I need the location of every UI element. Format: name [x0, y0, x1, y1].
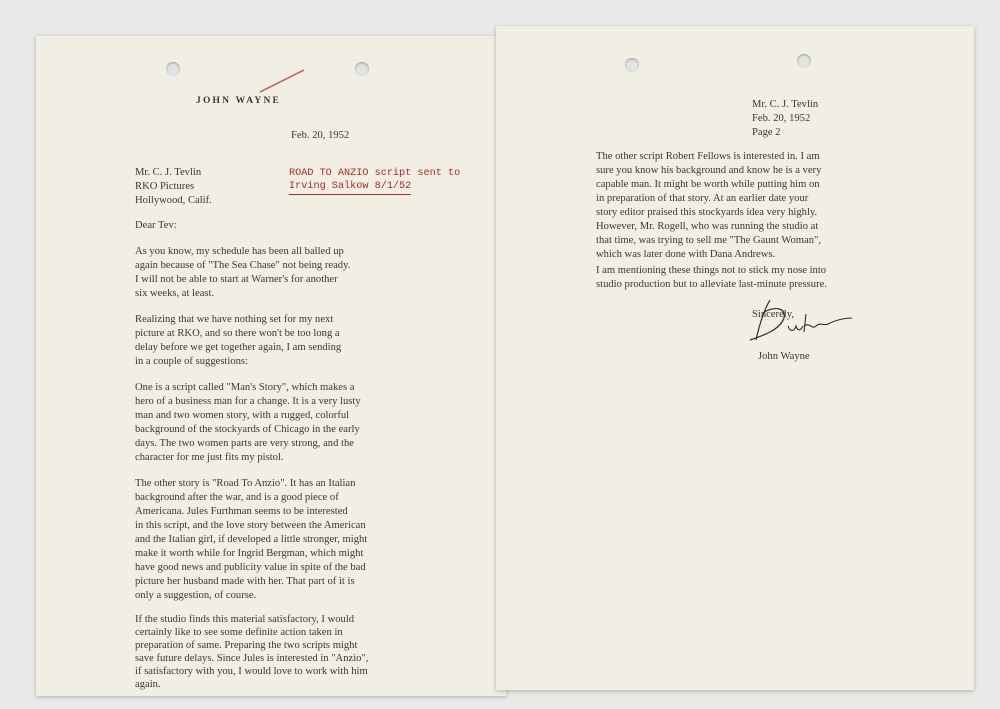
- text-line: The other script Robert Fellows is interested in. I am: [596, 151, 820, 162]
- punch-hole: [166, 62, 180, 76]
- page2-header-name: Mr. C. J. Tevlin: [752, 99, 819, 110]
- closing: Sincerely,: [752, 309, 794, 320]
- text-line: picture at RKO, and so there won't be too long a: [135, 328, 340, 339]
- letter-page-1: [36, 36, 506, 696]
- addressee-company: RKO Pictures: [135, 181, 195, 192]
- text-line: preparation of same. Preparing the two scripts might: [135, 640, 358, 651]
- text-line: story editor praised this stockyards idea very highly.: [596, 207, 818, 218]
- text-line: hero of a business man for a change. It is a very lusty: [135, 396, 361, 407]
- signer-name: John Wayne: [758, 351, 810, 362]
- text-line: certainly like to see some definite action taken in: [135, 627, 343, 638]
- letterhead-pen-stroke: [258, 64, 308, 96]
- letterhead: JOHN WAYNE: [196, 96, 282, 106]
- text-line: in this script, and the love story between the American: [135, 520, 366, 531]
- text-line: The other story is "Road To Anzio". It has an Italian: [135, 478, 356, 489]
- text-line: delay before we get together again, I am sending: [135, 342, 342, 353]
- text-line: background after the war, and is a good piece of: [135, 492, 339, 503]
- text-line: character for me just fits my pistol.: [135, 452, 284, 463]
- text-line: which was later done with Dana Andrews.: [596, 249, 776, 260]
- red-annotation-line: Irving Salkow 8/1/52: [289, 181, 411, 195]
- handwritten-signature: [740, 296, 860, 348]
- text-line: As you know, my schedule has been all balled up: [135, 246, 344, 257]
- text-line: in preparation of that story. At an earlier date your: [596, 193, 809, 204]
- text-line: studio production but to alleviate last-minute pressure.: [596, 279, 827, 290]
- salutation: Dear Tev:: [135, 220, 177, 231]
- text-line: man and two women story, with a rugged, colorful: [135, 410, 350, 421]
- text-line: six weeks, at least.: [135, 288, 215, 299]
- text-line: background of the stockyards of Chicago in the early: [135, 424, 360, 435]
- punch-hole: [797, 54, 811, 68]
- text-line: and the Italian girl, if developed a little stronger, might: [135, 534, 368, 545]
- addressee-city: Hollywood, Calif.: [135, 195, 212, 206]
- text-line: Americana. Jules Furthman seems to be interested: [135, 506, 348, 517]
- text-line: if satisfactory with you, I would love to work with him: [135, 666, 368, 677]
- text-line: Realizing that we have nothing set for my next: [135, 314, 334, 325]
- letter-date: Feb. 20, 1952: [291, 130, 350, 141]
- page2-header-page: Page 2: [752, 127, 781, 138]
- text-line: sure you know his background and know he is a very: [596, 165, 822, 176]
- text-line: make it worth while for Ingrid Bergman, which might: [135, 548, 364, 559]
- text-line: again because of "The Sea Chase" not being ready.: [135, 260, 351, 271]
- addressee-name: Mr. C. J. Tevlin: [135, 167, 202, 178]
- text-line: days. The two women parts are very strong, and the: [135, 438, 354, 449]
- letter-page-2: [496, 26, 974, 690]
- punch-hole: [355, 62, 369, 76]
- text-line: capable man. It might be worth while putting him on: [596, 179, 820, 190]
- text-line: that time, was trying to sell me "The Gaunt Woman",: [596, 235, 822, 246]
- text-line: picture her husband made with her. That part of it is: [135, 576, 355, 587]
- text-line: If the studio finds this material satisfactory, I would: [135, 614, 355, 625]
- text-line: save future delays. Since Jules is interested in "Anzio",: [135, 653, 369, 664]
- punch-hole: [625, 58, 639, 72]
- text-line: I am mentioning these things not to stick my nose into: [596, 265, 827, 276]
- text-line: However, Mr. Rogell, who was running the studio at: [596, 221, 819, 232]
- page2-header-date: Feb. 20, 1952: [752, 113, 811, 124]
- text-line: in a couple of suggestions:: [135, 356, 248, 367]
- text-line: again.: [135, 679, 161, 690]
- text-line: One is a script called "Man's Story", which makes a: [135, 382, 355, 393]
- text-line: only a suggestion, of course.: [135, 590, 257, 601]
- text-line: I will not be able to start at Warner's for another: [135, 274, 338, 285]
- red-annotation-line: ROAD TO ANZIO script sent to: [289, 168, 461, 179]
- text-line: have good news and publicity value in spite of the bad: [135, 562, 366, 573]
